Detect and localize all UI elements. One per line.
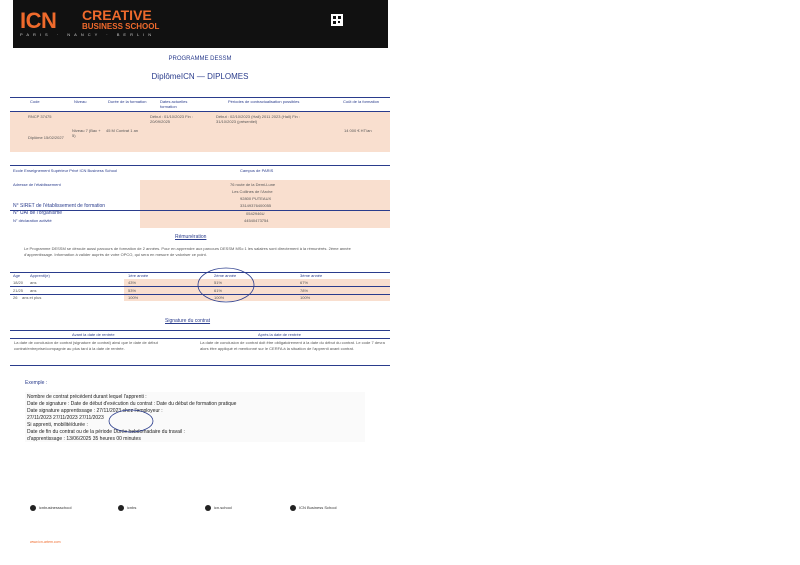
- footer-link[interactable]: www.icn-artem.com: [30, 540, 61, 544]
- example-line: Si apprenti, mobilité/durée :: [27, 422, 88, 428]
- uai-label: N° UAI de l'organisme: [13, 210, 63, 216]
- siret-label: N° SIRET de l'établissement de formation: [13, 203, 106, 209]
- instagram-icon: [118, 505, 124, 511]
- rem-header-year3: 3ème année: [300, 273, 323, 278]
- school-name: Ecole Enseignement Supérieur Privé ICN Business School: [13, 168, 118, 173]
- cell-dates: Début : 01/10/2023 Fin : 20/09/2025: [150, 114, 193, 124]
- social-twitter[interactable]: icn.school: [205, 505, 232, 511]
- qr-icon: [331, 14, 343, 26]
- address-line-1: 76 route de la Demi-Lune: [230, 182, 276, 187]
- table-rule: [10, 165, 390, 166]
- rem-header-year1: 1ère année: [128, 273, 149, 278]
- rem-age: 18/20: [13, 280, 24, 285]
- twitter-icon: [205, 505, 211, 511]
- program-title: PROGRAMME DESSM: [168, 56, 232, 62]
- social-facebook[interactable]: icnbusinessschool: [30, 505, 71, 511]
- rem-y1: 43%: [128, 280, 137, 285]
- logo-business-school: BUSINESS SCHOOL: [82, 22, 160, 31]
- rem-header-year2: 2ème année: [214, 273, 237, 278]
- table-rule: [10, 97, 390, 98]
- table-rule: [10, 365, 390, 366]
- address-line-2: Les Collines de l'Arche: [232, 189, 273, 194]
- table-rule: [10, 338, 390, 339]
- col-header-level: Niveau: [74, 99, 87, 104]
- rem-age: 26: [13, 295, 18, 300]
- logo-cities: PARIS · NANCY · BERLIN: [20, 32, 156, 37]
- before-text: La date de conclusion de contrat (signature de contrat) ainsi que le date de début contrat/entreprise/compagnie au plus tard à la date de rentrée.: [14, 340, 158, 351]
- uai-value: 0542946U: [246, 211, 265, 216]
- highlight-ellipse: [196, 266, 256, 304]
- logo-icn: ICN: [20, 8, 57, 33]
- example-label: Exemple :: [25, 380, 48, 386]
- rem-unit: ans: [30, 280, 37, 285]
- before-header: Avant la date de rentrée: [72, 332, 115, 337]
- cell-diploma: Diplôme 15/02/2027: [28, 135, 64, 140]
- col-header-cost: Coût de la formation: [343, 99, 380, 104]
- address-label: Adresse de l'établissement: [13, 182, 61, 187]
- remuneration-title: Rémunération: [175, 234, 207, 240]
- rem-y2: 51%: [214, 280, 223, 285]
- col-header-code: Code: [30, 99, 40, 104]
- table-rule: [10, 330, 390, 331]
- remuneration-paragraph: Le Programme DESSM se déroule aussi parcours de formation de 2 années. Pour en apprendre aux parcours DESSM MSc 1 les salaires sont directement à la rémunérés. 2ème année d'apprentissage. Information à valider auprès de votre OPCO, qui sera en mesure de valoriser ce point.: [24, 246, 351, 257]
- rem-unit: ans: [30, 288, 37, 293]
- linkedin-icon: [290, 505, 296, 511]
- diploma-title: DiplômeICN — DIPLOMES: [151, 72, 249, 81]
- rem-y1: 100%: [128, 295, 139, 300]
- logo-creative: CREATIVE: [82, 7, 152, 23]
- rem-unit: ans et plus: [22, 295, 42, 300]
- col-header-dates: Dates actuelles formation: [160, 99, 188, 109]
- example-line: d'apprentissage : 13/06/2025 35 heures 00 minutes: [27, 436, 141, 442]
- example-line: Nombre de contrat précédent durant lequel l'apprenti :: [27, 394, 147, 400]
- highlight-ellipse: [108, 408, 154, 434]
- after-header: Après la date de rentrée: [258, 332, 301, 337]
- siret-value: 33149376400055: [240, 203, 272, 208]
- social-instagram[interactable]: icnbs: [118, 505, 136, 511]
- social-linkedin[interactable]: ICN Business School: [290, 505, 337, 511]
- rem-y3: 67%: [300, 280, 309, 285]
- cell-cost: 14 000 € HT/an: [344, 128, 372, 133]
- cell-level: Niveau 7 (Bac + 5): [72, 128, 101, 138]
- rem-y3: 100%: [300, 295, 311, 300]
- rem-y2: 100%: [214, 295, 225, 300]
- cell-periods: Début : 02/10/2023 (Hall) 2011 2023 (Hall) Fin : 31/10/2023 (présentiel): [216, 114, 300, 124]
- facebook-icon: [30, 505, 36, 511]
- rem-header-age: Age: [13, 273, 21, 278]
- after-text: La date de conclusion de contrat doit être obligatoirement à la date du début du contrat. Le code 7 devra alors être appliqué et mentionné sur le CERFA à la situation de l'apprenti avant contrat.: [200, 340, 385, 351]
- rem-header-apprentice: Apprenti(e): [30, 273, 50, 278]
- example-line: 27/11/2023 27/11/2023 27/11/2023: [27, 415, 104, 421]
- cell-code: RNCP 37475: [28, 114, 52, 119]
- rem-y1: 53%: [128, 288, 137, 293]
- rem-values-bg: [124, 279, 390, 301]
- rem-y2: 61%: [214, 288, 223, 293]
- declaration-label: N° déclaration activité: [13, 218, 52, 223]
- rem-age: 21/25: [13, 288, 24, 293]
- example-line: Date de fin du contrat ou de la période Durée hebdomadaire du travail :: [27, 429, 185, 435]
- rem-y3: 78%: [300, 288, 309, 293]
- example-line: Date de signature : Date de début d'exécution du contrat : Date du début de formation pratique: [27, 401, 237, 407]
- address-line-3: 92800 PUTEAUX: [240, 196, 272, 201]
- campus-label: Campus de PARIS: [240, 168, 274, 173]
- table-rule: [10, 210, 390, 211]
- col-header-periods: Périodes de contractualisation possibles: [228, 99, 300, 104]
- signature-title: Signature du contrat: [165, 318, 211, 324]
- cell-duration: 45 M Contrat 1 an: [106, 128, 139, 133]
- col-header-duration: Durée de la formation: [108, 99, 147, 104]
- declaration-value: 44540473754: [244, 218, 269, 223]
- example-line: Date signature apprentissage : 27/11/2023 chez l'employeur :: [27, 408, 163, 414]
